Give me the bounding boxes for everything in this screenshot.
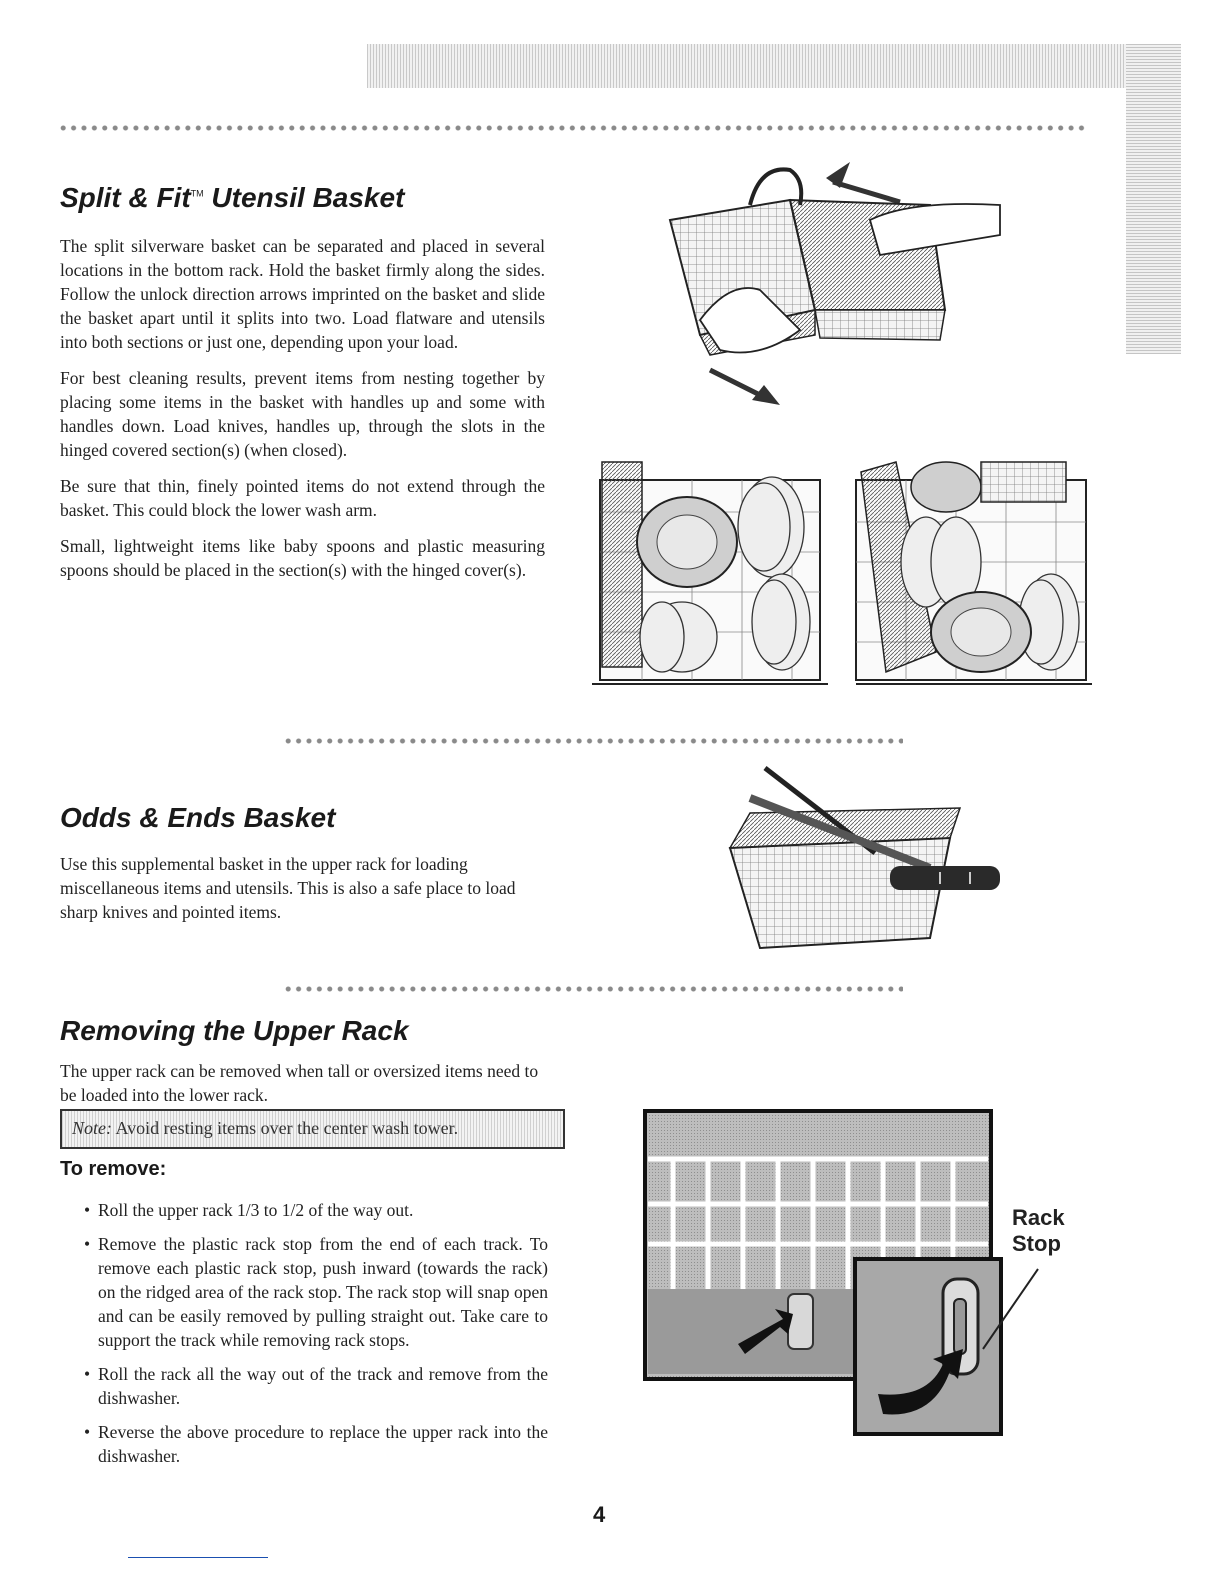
utensil-basket-text [60,234,545,582]
section-title-utensil-basket: Split & Fit™ Utensil Basket [60,182,405,213]
dotted-divider [283,737,903,745]
list-item: • Remove the plastic rack stop from the end of each track. To remove each plastic rack stop, push inward (towards the rack) on the ridged area of the rack stop. The rack stop will snap open and can be easily removed by pulling straight out. Take care to support the track while removing rack stops. [84,1232,548,1352]
to-remove-heading: To remove: [60,1158,167,1180]
footer-line [128,1557,268,1558]
note-box [60,1109,565,1149]
bottom-rack-illustration-1 [592,452,832,692]
list-item: • Roll the rack all the way out of the track and remove from the dishwasher. [84,1362,548,1410]
paragraph: Be sure that thin, finely pointed items do not extend through the basket. This could block the lower wash arm. [60,476,545,520]
header-band [367,44,1181,88]
dotted-divider [58,124,1088,132]
rack-stop-photo [643,1109,1043,1439]
odds-ends-basket-illustration [710,758,1010,958]
paragraph: Small, lightweight items like baby spoons and plastic measuring spoons should be placed in the section(s) with the hinged cover(s). [60,536,545,580]
paragraph: The split silverware basket can be separated and placed in several locations in the bottom rack. Hold the basket firmly along the sides. Follow the unlock direction arrows imprinted on the basket and slide the basket apart until it splits into two. Load flatware and utensils into both sections or just one, depending upon your load. [60,236,545,352]
bottom-rack-illustration-2 [846,452,1096,692]
removing-rack-intro: The upper rack can be removed when tall or oversized items need to be loaded into the lower rack. [60,1061,539,1105]
note-text: Note: Avoid resting items over the center wash tower. [72,1118,459,1138]
side-band [1126,44,1181,354]
odds-ends-text: Use this supplemental basket in the upper rack for loading miscellaneous items and utensils. This is also a safe place to load sharp knives and pointed items. [60,854,516,922]
list-item: • Reverse the above procedure to replace the upper rack into the dishwasher. [84,1420,548,1468]
trademark-mark: TM [190,188,204,199]
split-basket-illustration [640,160,1020,410]
paragraph: For best cleaning results, prevent items from nesting together by placing some items in the basket with handles up and some with handles down. Load knives, handles up, through the slots in the hinged covered section(s) (when closed). [60,368,545,460]
removal-steps-list [84,1198,548,1478]
note-label: Note: [72,1118,112,1138]
section-title-removing-upper-rack: Removing the Upper Rack [60,1015,409,1046]
rack-stop-label: Rack Stop [1012,1205,1065,1256]
page-number: 4 [593,1502,606,1527]
list-item: • Roll the upper rack 1/3 to 1/2 of the way out. [84,1198,548,1222]
dotted-divider [283,985,903,993]
section-title-odds-ends-basket: Odds & Ends Basket [60,802,336,833]
